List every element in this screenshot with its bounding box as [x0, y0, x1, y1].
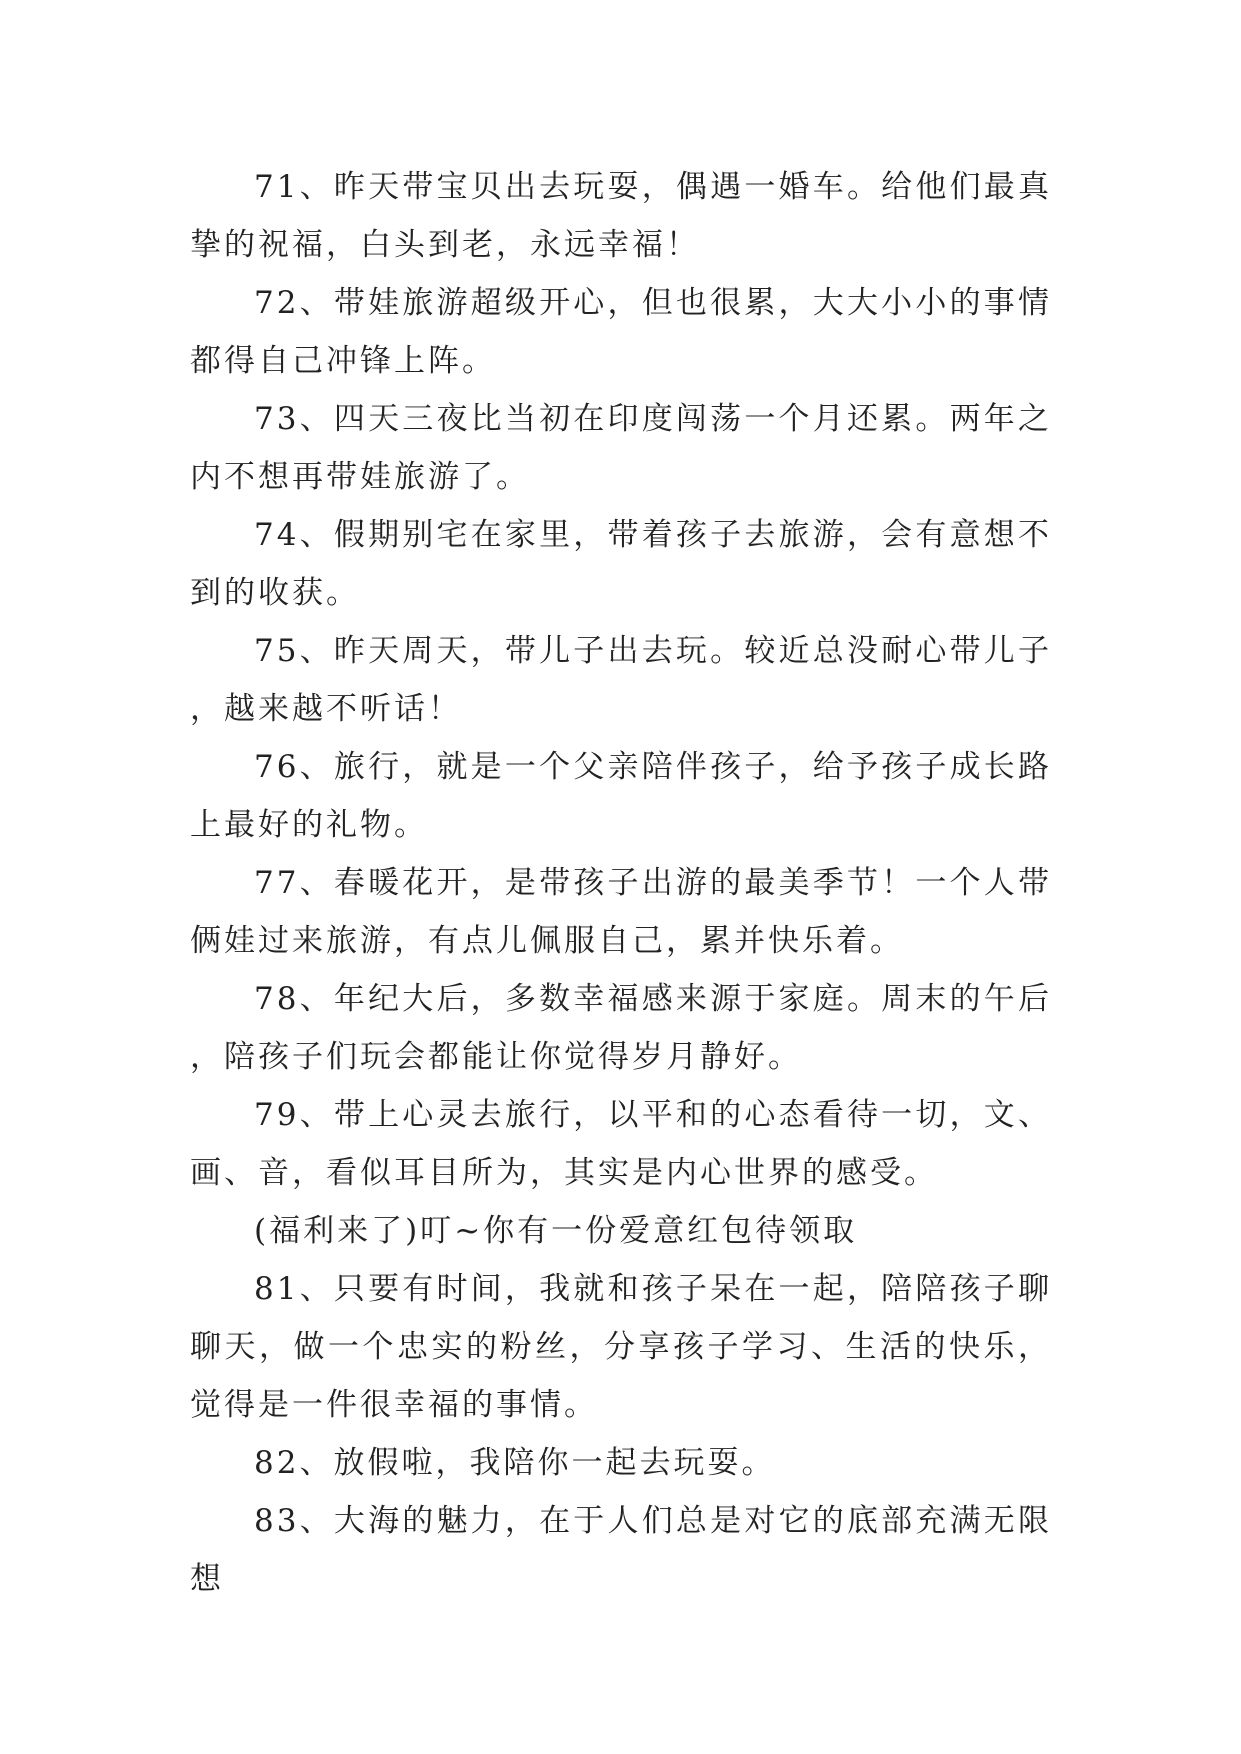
paragraph-promo: (福利来了)叮~你有一份爱意红包待领取 [254, 1213, 858, 1249]
paragraph-81: 81、只要有时间，我就和孩子呆在一起，陪陪孩子聊聊天，做一个忠实的粉丝，分享孩子学习、生活的快乐，觉得是一件很幸福的事情。 [190, 1271, 1052, 1423]
paragraph-77: 77、春暖花开，是带孩子出游的最美季节！一个人带俩娃过来旅游，有点儿佩服自己，累并快乐着。 [190, 865, 1052, 959]
paragraph-78: 78、年纪大后，多数幸福感来源于家庭。周末的午后，陪孩子们玩会都能让你觉得岁月静好。 [190, 981, 1052, 1075]
paragraph-79: 79、带上心灵去旅行，以平和的心态看待一切，文、画、音，看似耳目所为，其实是内心世界的感受。 [190, 1097, 1052, 1191]
paragraph-74: 74、假期别宅在家里，带着孩子去旅游，会有意想不到的收获。 [190, 517, 1052, 611]
paragraph-76: 76、旅行，就是一个父亲陪伴孩子，给予孩子成长路上最好的礼物。 [190, 749, 1052, 843]
paragraph-82: 82、放假啦，我陪你一起去玩耍。 [254, 1445, 776, 1481]
paragraph-83: 83、大海的魅力，在于人们总是对它的底部充满无限想 [190, 1503, 1052, 1597]
document-body [190, 158, 1052, 1608]
paragraph-75: 75、昨天周天，带儿子出去玩。较近总没耐心带儿子，越来越不听话！ [190, 633, 1052, 727]
paragraph-72: 72、带娃旅游超级开心，但也很累，大大小小的事情都得自己冲锋上阵。 [190, 285, 1052, 379]
paragraph-71: 71、昨天带宝贝出去玩耍，偶遇一婚车。给他们最真挚的祝福，白头到老，永远幸福！ [190, 169, 1052, 263]
paragraph-73: 73、四天三夜比当初在印度闯荡一个月还累。两年之内不想再带娃旅游了。 [190, 401, 1052, 495]
